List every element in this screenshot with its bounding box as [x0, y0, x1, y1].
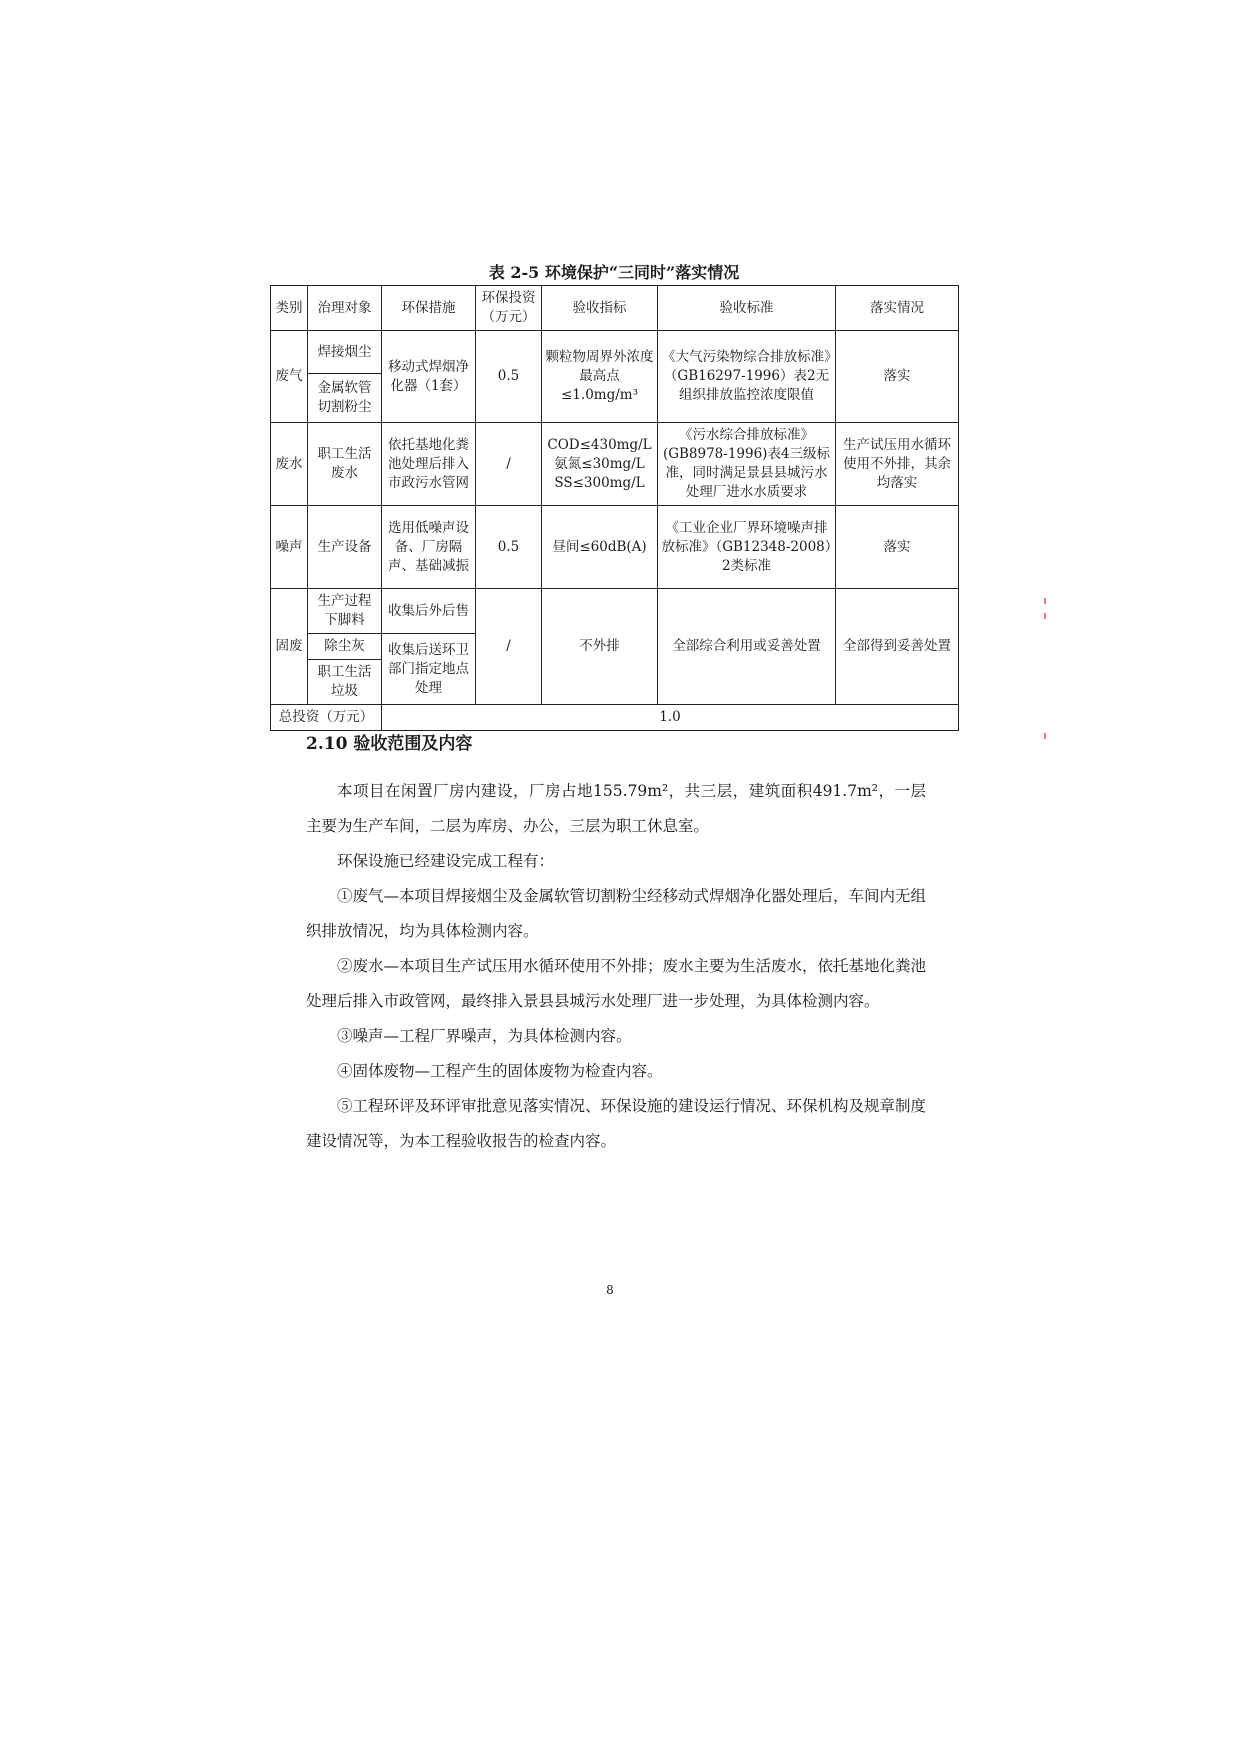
solid-target-scrap: 生产过程下脚料 [308, 589, 382, 634]
paragraph-7: ⑤工程环评及环评审批意见落实情况、环保设施的建设运行情况、环保机构及规章制度建设情况等，为本工程验收报告的检查内容。 [306, 1097, 927, 1150]
paragraph-3: ①废气—本项目焊接烟尘及金属软管切割粉尘经移动式焊烟净化器处理后，车间内无组织排放情况，均为具体检测内容。 [306, 887, 927, 940]
table-row-gas [271, 331, 959, 374]
water-indicator-ss: SS≤300mg/L [554, 474, 645, 491]
solid-indicator: 不外排 [542, 589, 658, 705]
paragraph-4: ②废水—本项目生产试压用水循环使用不外排；废水主要为生活废水，依托基地化粪池处理后排入市政管网，最终排入景县县城污水处理厂进一步处理，为具体检测内容。 [306, 957, 927, 1010]
gas-measure: 移动式焊烟净化器（1套） [382, 331, 476, 423]
gas-investment: 0.5 [476, 331, 542, 423]
table-header-row [271, 286, 959, 331]
solid-target-dust: 除尘灰 [308, 634, 382, 660]
water-standard: 《污水综合排放标准》(GB8978-1996)表4三级标准，同时满足景县县城污水处理厂进水水质要求 [658, 423, 836, 506]
scan-mark [1044, 598, 1046, 604]
env-protection-table [270, 285, 959, 731]
header-standard: 验收标准 [658, 286, 836, 331]
solid-category: 固废 [271, 589, 308, 705]
gas-standard: 《大气污染物综合排放标准》（GB16297-1996）表2无组织排放监控浓度限值 [658, 331, 836, 423]
table-row-solid [271, 589, 959, 634]
solid-investment: / [476, 589, 542, 705]
water-category: 废水 [271, 423, 308, 506]
header-target: 治理对象 [308, 286, 382, 331]
noise-target: 生产设备 [308, 506, 382, 589]
scan-mark [1044, 733, 1046, 739]
noise-status: 落实 [836, 506, 959, 589]
table-title: 表 2-5 环境保护“三同时”落实情况 [488, 263, 740, 282]
section-body [306, 774, 926, 1159]
header-indicator: 验收指标 [542, 286, 658, 331]
noise-standard: 《工业企业厂界环境噪声排放标准》（GB12348-2008）2类标准 [658, 506, 836, 589]
water-target: 职工生活废水 [308, 423, 382, 506]
gas-indicator: 颗粒物周界外浓度最高点≤1.0mg/m³ [542, 331, 658, 423]
header-measure: 环保措施 [382, 286, 476, 331]
solid-measure-sale: 收集后外后售 [382, 589, 476, 634]
water-indicator-cod: COD≤430mg/L [547, 436, 652, 453]
noise-investment: 0.5 [476, 506, 542, 589]
page-number: 8 [606, 1283, 614, 1297]
total-value: 1.0 [382, 705, 959, 731]
paragraph-1: 本项目在闲置厂房内建设，厂房占地155.79m²，共三层，建筑面积491.7m²，一层主要为生产车间，二层为库房、办公，三层为职工休息室。 [306, 782, 926, 835]
solid-standard: 全部综合利用或妥善处置 [658, 589, 836, 705]
water-indicator-ammonia: 氨氮≤30mg/L [554, 455, 645, 472]
table-row-noise [271, 506, 959, 589]
solid-target-garbage: 职工生活垃圾 [308, 660, 382, 705]
paragraph-5: ③噪声—工程厂界噪声，为具体检测内容。 [337, 1027, 632, 1045]
noise-measure: 选用低噪声设备、厂房隔声、基础减振 [382, 506, 476, 589]
gas-category: 废气 [271, 331, 308, 423]
noise-indicator: 昼间≤60dB(A) [542, 506, 658, 589]
water-status: 生产试压用水循环使用不外排，其余均落实 [836, 423, 959, 506]
paragraph-2: 环保设施已经建设完成工程有： [337, 852, 555, 870]
water-measure: 依托基地化粪池处理后排入市政污水管网 [382, 423, 476, 506]
water-investment: / [476, 423, 542, 506]
section-heading: 2.10 验收范围及内容 [306, 734, 473, 754]
water-indicator [542, 423, 658, 506]
header-category: 类别 [271, 286, 308, 331]
table-row-total [271, 705, 959, 731]
noise-category: 噪声 [271, 506, 308, 589]
header-investment: 环保投资（万元） [476, 286, 542, 331]
gas-target-welding: 焊接烟尘 [308, 331, 382, 374]
solid-measure-sanitation: 收集后送环卫部门指定地点处理 [382, 634, 476, 705]
solid-status: 全部得到妥善处置 [836, 589, 959, 705]
scan-mark [1044, 613, 1046, 619]
gas-target-cutting: 金属软管切割粉尘 [308, 374, 382, 423]
gas-status: 落实 [836, 331, 959, 423]
paragraph-6: ④固体废物—工程产生的固体废物为检查内容。 [337, 1062, 663, 1080]
total-label: 总投资（万元） [271, 705, 382, 731]
header-status: 落实情况 [836, 286, 959, 331]
table-row-water [271, 423, 959, 506]
